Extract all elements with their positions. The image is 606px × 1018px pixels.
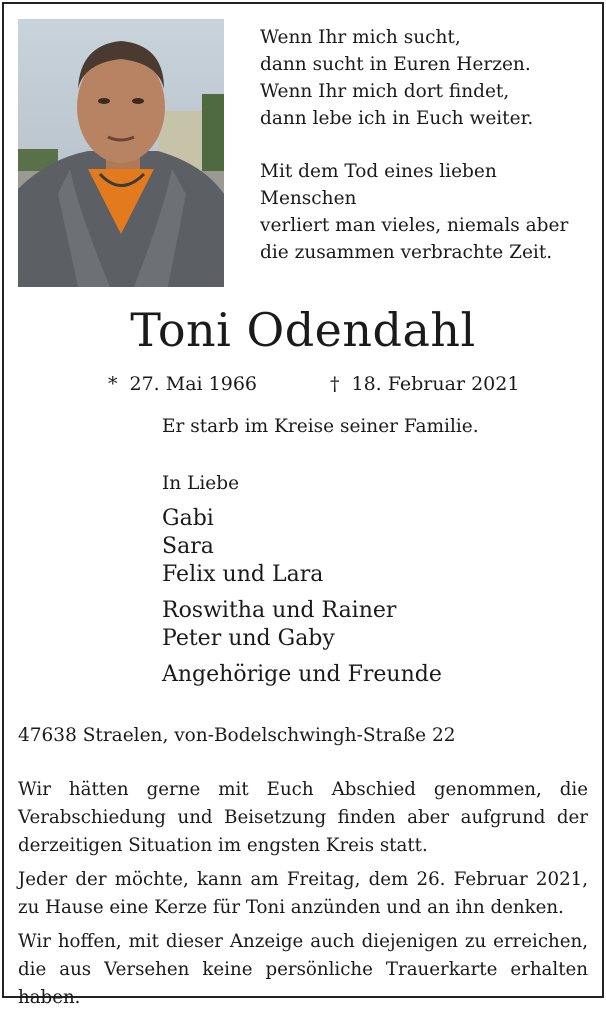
in-liebe-label: In Liebe: [162, 473, 240, 494]
portrait-photo: [18, 19, 224, 287]
birth-date-line: [108, 370, 257, 398]
notice-text: [18, 776, 588, 1018]
birth-date: 27. Mai 1966: [129, 373, 258, 395]
family-member: Gabi: [162, 506, 214, 531]
poem-line: Mit dem Tod eines lieben Menschen: [260, 161, 497, 209]
family-group: [162, 661, 442, 689]
address: 47638 Straelen, von-Bodelschwingh-Straße 22: [18, 725, 456, 746]
poem-line: dann sucht in Euren Herzen.: [260, 54, 531, 75]
death-date-line: [330, 370, 519, 398]
family-member: Roswitha und Rainer: [162, 598, 397, 623]
notice-paragraph: Jeder der möchte, kann am Freitag, dem 26. Februar 2021, zu Hause eine Kerze für Toni anzünden und an ihn denken.: [18, 869, 588, 918]
family-group: [162, 597, 442, 653]
notice-paragraph: Wir hätten gerne mit Euch Abschied genommen, die Verabschiedung und Beisetzung finden aber aufgrund der derzeitigen Situation im engsten Kreis statt.: [18, 779, 588, 856]
poem: [260, 24, 590, 266]
death-symbol: †: [330, 373, 340, 395]
family-member: Sara: [162, 534, 214, 559]
poem-line: die zusammen verbrachte Zeit.: [260, 242, 553, 263]
poem-line: verliert man vieles, niemals aber: [260, 215, 569, 236]
notice-paragraph: Wir hoffen, mit dieser Anzeige auch diejenigen zu erreichen, die aus Versehen keine persönliche Trauerkarte erhalten haben.: [18, 931, 588, 1008]
deceased-name: Toni Odendahl: [130, 303, 476, 357]
poem-line: Wenn Ihr mich dort findet,: [260, 81, 510, 102]
death-date: 18. Februar 2021: [351, 373, 520, 395]
died-statement: Er starb im Kreise seiner Familie.: [162, 416, 479, 437]
family-member: Angehörige und Freunde: [162, 662, 442, 687]
poem-line: Wenn Ihr mich sucht,: [260, 27, 461, 48]
family-list: [162, 505, 442, 689]
family-group: [162, 505, 442, 589]
family-member: Peter und Gaby: [162, 626, 335, 651]
family-member: Felix und Lara: [162, 562, 324, 587]
birth-symbol: *: [108, 373, 118, 395]
poem-line: dann lebe ich in Euch weiter.: [260, 108, 534, 129]
